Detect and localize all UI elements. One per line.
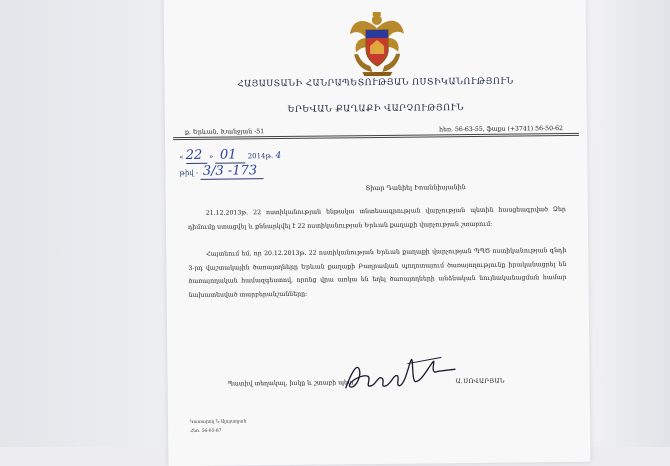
signatory-name: Ա.ՍՈՎԱՐՅԱՆ — [455, 377, 505, 386]
executor: Կատարող Ն.Ալայաղյան — [189, 419, 247, 425]
institution-title: ՀԱՅԱՍՏԱՆԻ ՀԱՆՐԱՊԵՏՈՒԹՅԱՆ ՈՍՏԻԿԱՆՈՒԹՅՈՒՆ — [237, 76, 514, 90]
date-year-handwritten: 4 — [275, 150, 282, 162]
letter-number — [179, 163, 264, 180]
phone-fax: հեռ. 56-63-55, ֆաքս (+3741) 56-50-62 — [439, 125, 563, 134]
coat-of-arms-icon — [346, 10, 409, 79]
letter-document — [164, 0, 591, 466]
closing-title: Պատիվ տեղակալ, իսկը և շտաբի պետ — [227, 379, 354, 388]
number-value: 3/3 -173 — [202, 163, 258, 179]
executor-phone: Հեռ. 56-65-87 — [190, 428, 222, 434]
body-paragraph: Հայտնում եմ, որ 20.12.2013թ. 22 ոստիկանության Երևան քաղաքի վարչության ՊՊԾ ոստիկանության գնդի 3-րդ վաշտակային ծառայողները Երևան քաղաքի Բաղրամյան պողոտայում ծառայողությունը իրականացրել են ծառայողական համազգեստով, որոնց վրա առկա են եղել ծառայողների անձնական նույնականացման համար նախատեսված տարբերանշանները: — [188, 247, 567, 299]
date-month: 01 — [219, 147, 237, 163]
signature-icon — [337, 351, 457, 396]
background-left — [0, 0, 175, 447]
date-day: 22 — [185, 147, 203, 163]
letter-date — [179, 147, 281, 164]
body-paragraph: 21.12.2013թ. 22 ոստիկանության ենթակա տնտեսագրության վարչության պետին հասցեագրված Ձեր դիմումը ստացվել և քննարկվել է 22 ոստիկանության Երևան քաղաքի վարչության շտաբում: — [187, 206, 566, 231]
date-quote-close: » — [208, 152, 214, 161]
background-right — [580, 0, 670, 447]
department-title: ԵՐԵՎԱՆ ՔԱՂԱՔԻ ՎԱՐՉՈՒԹՅՈՒՆ — [287, 103, 464, 115]
recipient: Տիար Դանիել Իոաննիսյանին — [365, 183, 466, 193]
address: ք. Երևան, Խանջյան -51 — [184, 128, 265, 137]
date-quote-open: « — [179, 153, 184, 162]
date-year: 2014թ. — [247, 152, 274, 161]
number-label: թիվ - — [179, 168, 199, 178]
